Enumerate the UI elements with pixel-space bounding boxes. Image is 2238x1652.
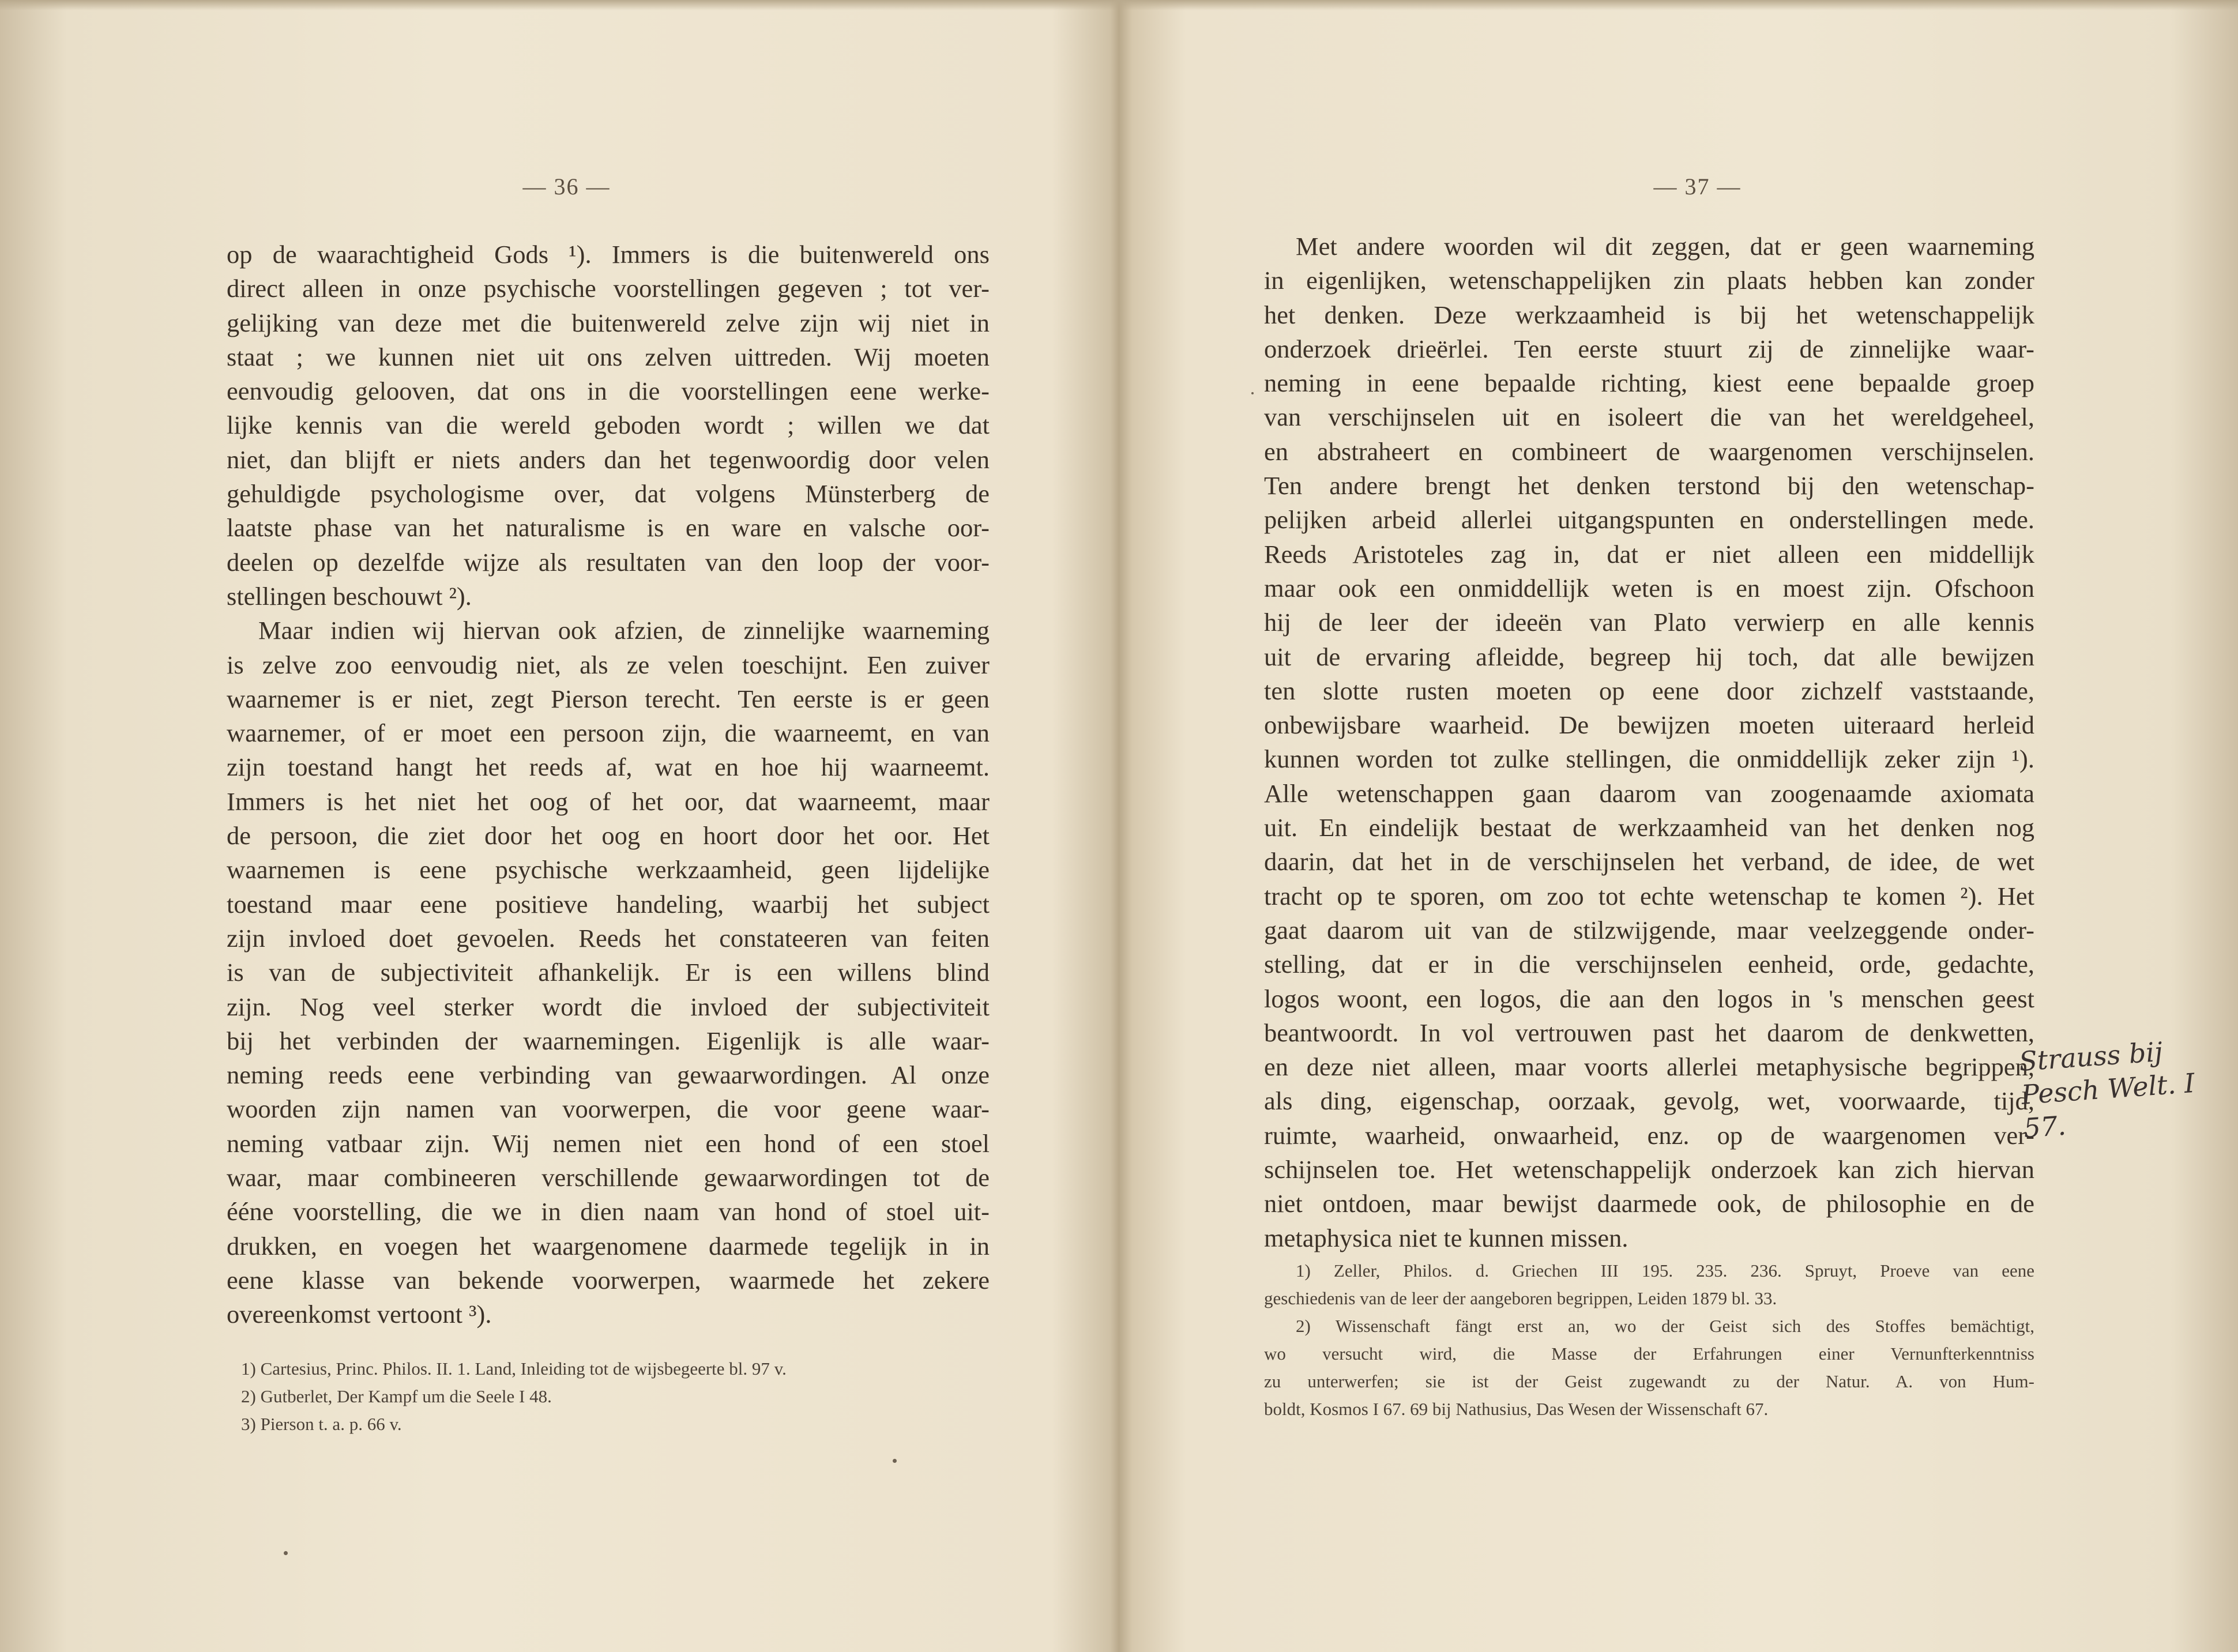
text-line: beantwoordt. In vol vertrouwen past het daarom de denkwetten, bbox=[1264, 1018, 2034, 1047]
text-line: pelijken arbeid allerlei uitgangspunten en onderstellingen mede. bbox=[1264, 505, 2034, 535]
paper-speck bbox=[284, 1551, 288, 1555]
text-line: overeenkomst vertoont ³). bbox=[227, 1300, 492, 1329]
text-line: op de waarachtigheid Gods ¹). Immers is die buitenwereld ons bbox=[227, 240, 990, 269]
body-text bbox=[1264, 229, 2034, 1255]
text-line: Ten andere brengt het denken terstond bij den wetenschap- bbox=[1264, 471, 2034, 501]
text-line: Reeds Aristoteles zag in, dat er niet alleen een middellijk bbox=[1264, 539, 2034, 569]
page-number: — 37 — bbox=[1653, 174, 1741, 200]
text-line: direct alleen in onze psychische voorstellingen gegeven ; tot ver- bbox=[227, 274, 990, 303]
text-line: toestand maar eene positieve handeling, waarbij het subject bbox=[227, 889, 990, 919]
footnote-line: boldt, Kosmos I 67. 69 bij Nathusius, Das Wesen der Wissenschaft 67. bbox=[1264, 1399, 1769, 1419]
text-line: ten slotte rusten moeten op eene door zichzelf vaststaande, bbox=[1264, 676, 2034, 705]
text-line: van verschijnselen uit en isoleert die van het wereldgeheel, bbox=[1264, 402, 2034, 432]
text-line: zijn. Nog veel sterker wordt die invloed der subjectiviteit bbox=[227, 992, 990, 1021]
text-line: drukken, en voegen het waargenomene daarmede tegelijk in in bbox=[227, 1231, 990, 1260]
text-line: zijn toestand hangt het reeds af, wat en hoe hij waarneemt. bbox=[227, 752, 990, 782]
text-line: metaphysica niet te kunnen missen. bbox=[1264, 1223, 1628, 1252]
text-line: tracht op te sporen, om zoo tot echte wetenschap te komen ²). Het bbox=[1264, 881, 2034, 910]
text-line: zijn invloed doet gevoelen. Reeds het constateeren van feiten bbox=[227, 923, 990, 953]
text-line: onderzoek drieërlei. Ten eerste stuurt zij de zinnelijke waar- bbox=[1264, 334, 2034, 363]
text-line: hij de leer der ideeën van Plato verwierp en alle kennis bbox=[1264, 608, 2034, 637]
text-line: deelen op dezelfde wijze als resultaten van den loop der voor- bbox=[227, 547, 990, 577]
text-line: eenvoudig gelooven, dat ons in die voorstellingen eene werke- bbox=[227, 377, 990, 406]
footnotes bbox=[1264, 1257, 2034, 1423]
text-line: niet, dan blijft er niets anders dan het tegenwoordig door velen bbox=[227, 445, 990, 474]
footnote-line: zu unterwerfen; sie ist der Geist zugewandt zu der Natur. A. von Hum- bbox=[1264, 1371, 2034, 1391]
text-line: en abstraheert en combineert de waargenomen verschijnselen. bbox=[1264, 436, 2034, 466]
body-text bbox=[227, 238, 990, 1332]
text-line: staat ; we kunnen niet uit ons zelven uittreden. Wij moeten bbox=[227, 342, 990, 371]
text-line: uit. En eindelijk bestaat de werkzaamheid van het denken nog bbox=[1264, 813, 2034, 842]
footnote-line: 1) Cartesius, Princ. Philos. II. 1. Land, Inleiding tot de wijsbegeerte bl. 97 v. bbox=[241, 1359, 787, 1379]
text-line: als ding, eigenschap, oorzaak, gevolg, wet, voorwaarde, tijd, bbox=[1264, 1086, 2034, 1116]
text-line: in eigenlijken, wetenschappelijken zin plaats hebben kan zonder bbox=[1264, 266, 2034, 295]
text-line: ruimte, waarheid, onwaarheid, enz. op de waargenomen ver- bbox=[1264, 1120, 2034, 1150]
text-line: daarin, dat het in de verschijnselen het verband, de idee, de wet bbox=[1264, 847, 2034, 876]
text-line: waarnemen is eene psychische werkzaamheid, geen lijdelijke bbox=[227, 855, 990, 885]
text-line: de persoon, die ziet door het oog en hoort door het oor. Het bbox=[227, 821, 990, 851]
handwritten-line: Pesch Welt. I bbox=[2020, 1067, 2196, 1111]
text-line: waarnemer is er niet, zegt Pierson terecht. Ten eerste is er geen bbox=[227, 684, 990, 713]
text-line: bij het verbinden der waarnemingen. Eigenlijk is alle waar- bbox=[227, 1026, 990, 1055]
left-page bbox=[0, 0, 1116, 1652]
text-line: het denken. Deze werkzaamheid is bij het wetenschappelijk bbox=[1264, 300, 2034, 329]
text-line: kunnen worden tot zulke stellingen, die onmiddellijk zeker zijn ¹). bbox=[1264, 744, 2034, 774]
paper-speck bbox=[1251, 392, 1254, 394]
text-line: Immers is het niet het oog of het oor, dat waarneemt, maar bbox=[227, 787, 990, 816]
footnote-line: 3) Pierson t. a. p. 66 v. bbox=[241, 1414, 402, 1434]
text-line: is van de subjectiviteit afhankelijk. Er is een willens blind bbox=[227, 958, 990, 987]
text-line: eene klasse van bekende voorwerpen, waarmede het zekere bbox=[227, 1265, 990, 1294]
footnote-line: 2) Wissenschaft fängt erst an, wo der Geist sich des Stoffes bemächtigt, bbox=[1296, 1316, 2034, 1336]
footnote-line: geschiedenis van de leer der aangeboren begrippen, Leiden 1879 bl. 33. bbox=[1264, 1288, 1777, 1308]
text-line: Met andere woorden wil dit zeggen, dat er geen waarneming bbox=[1296, 232, 2034, 261]
text-line: neming in eene bepaalde richting, kiest eene bepaalde groep bbox=[1264, 368, 2034, 398]
page-number: — 36 — bbox=[522, 174, 611, 200]
text-line: uit de ervaring afleidde, begreep hij toch, dat alle bewijzen bbox=[1264, 642, 2034, 671]
text-line: logos woont, een logos, die aan den logos in 's menschen geest bbox=[1264, 984, 2034, 1013]
text-line: laatste phase van het naturalisme is en ware en valsche oor- bbox=[227, 513, 990, 543]
text-line: gaat daarom uit van de stilzwijgende, maar veelzeggende onder- bbox=[1264, 915, 2034, 944]
text-line: neming reeds eene verbinding van gewaarwordingen. Al onze bbox=[227, 1060, 990, 1090]
paper-speck bbox=[893, 1459, 897, 1463]
handwritten-line: Strauss bij bbox=[2018, 1036, 2164, 1077]
footnote-line: 1) Zeller, Philos. d. Griechen III 195. 235. 236. Spruyt, Proeve van eene bbox=[1296, 1260, 2034, 1281]
text-line: neming vatbaar zijn. Wij nemen niet een hond of een stoel bbox=[227, 1128, 990, 1158]
handwritten-margin-note bbox=[2018, 1031, 2220, 1145]
text-line: stellingen beschouwt ²). bbox=[227, 581, 472, 611]
text-line: is zelve zoo eenvoudig niet, als ze velen toeschijnt. Een zuiver bbox=[227, 650, 990, 679]
handwritten-line: 57. bbox=[2022, 1109, 2067, 1144]
text-line: waarnemer, of er moet een persoon zijn, die waarneemt, en van bbox=[227, 718, 990, 748]
text-line: schijnselen toe. Het wetenschappelijk onderzoek kan zich hiervan bbox=[1264, 1155, 2034, 1184]
right-page bbox=[1122, 0, 2238, 1652]
footnote-line: 2) Gutberlet, Der Kampf um die Seele I 48. bbox=[241, 1386, 552, 1406]
text-line: waar, maar combineeren verschillende gewaarwordingen tot de bbox=[227, 1163, 990, 1192]
text-line: Maar indien wij hiervan ook afzien, de zinnelijke waarneming bbox=[258, 616, 990, 645]
text-line: lijke kennis van die wereld geboden wordt ; willen we dat bbox=[227, 411, 990, 440]
text-line: onbewijsbare waarheid. De bewijzen moeten uiteraard herleid bbox=[1264, 710, 2034, 740]
text-line: ééne voorstelling, die we in dien naam van hond of stoel uit- bbox=[227, 1197, 990, 1226]
text-line: en deze niet alleen, maar voorts allerlei metaphysische begrippen, bbox=[1264, 1052, 2034, 1082]
text-line: stelling, dat er in die verschijnselen eenheid, orde, gedachte, bbox=[1264, 950, 2034, 979]
footnote-line: wo versucht wird, die Masse der Erfahrungen einer Vernunfterkenntniss bbox=[1264, 1344, 2034, 1364]
text-line: gehuldigde psychologisme over, dat volgens Münsterberg de bbox=[227, 479, 990, 509]
text-line: woorden zijn namen van voorwerpen, die voor geene waar- bbox=[227, 1094, 990, 1124]
footnotes bbox=[241, 1355, 991, 1438]
text-line: gelijking van deze met die buitenwereld zelve zijn wij niet in bbox=[227, 308, 990, 337]
text-line: Alle wetenschappen gaan daarom van zoogenaamde axiomata bbox=[1264, 778, 2034, 808]
text-line: maar ook een onmiddellijk weten is en moest zijn. Ofschoon bbox=[1264, 573, 2034, 603]
text-line: niet ontdoen, maar bewijst daarmede ook, de philosophie en de bbox=[1264, 1189, 2034, 1218]
